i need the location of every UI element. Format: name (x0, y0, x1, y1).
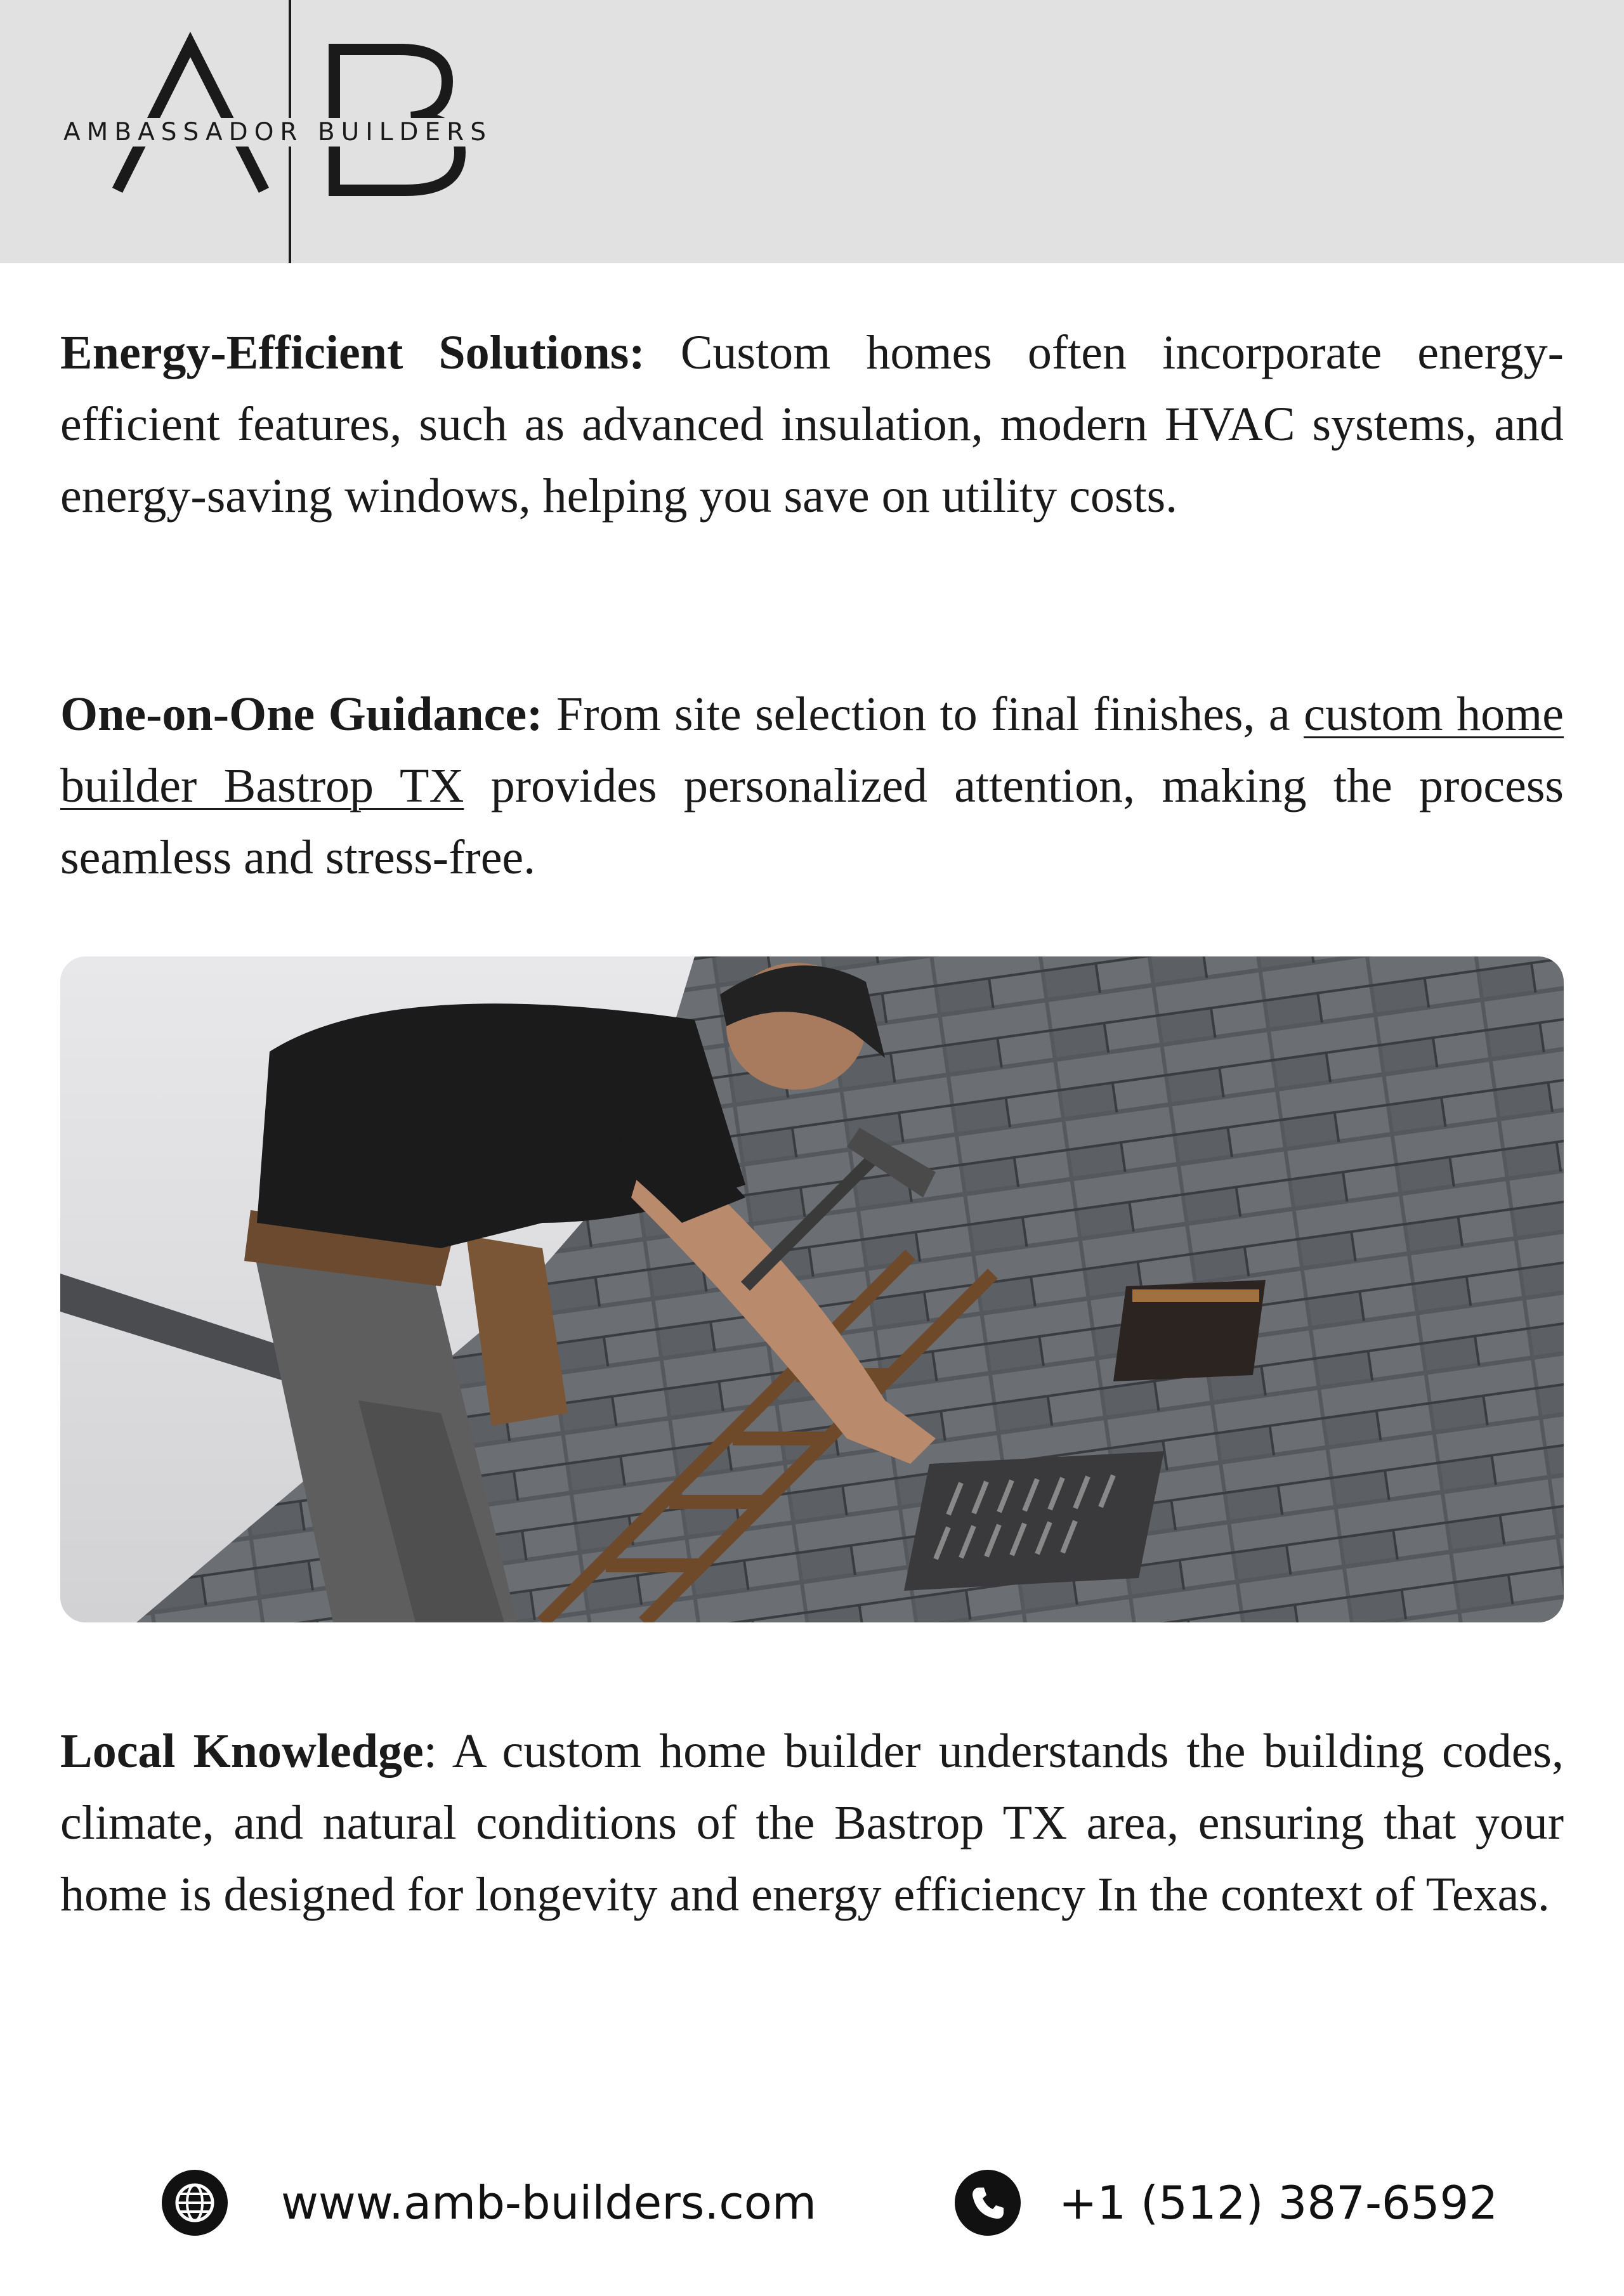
footer-website[interactable] (162, 2168, 816, 2238)
logo-wordmark: AMBASSADOR BUILDERS (58, 118, 497, 147)
phone-number[interactable]: +1 (512) 387-6592 (1059, 2176, 1498, 2229)
roofer-photo (60, 956, 1564, 1622)
roof-vent (904, 1451, 1164, 1591)
section-local-knowledge (60, 1716, 1564, 1931)
section-heading: Energy-Efficient Solutions: (60, 326, 645, 379)
ambassador-builders-logo[interactable] (0, 0, 571, 263)
section-guidance (60, 679, 1564, 894)
section-text: Custom homes often incorporate energy-efficient features, such as advanced insulation, modern HVAC systems, and energy-saving windows, helping you save on utility costs. (60, 326, 1564, 523)
section-text: : A custom home builder understands the building codes, climate, and natural conditions of the Bastrop TX area, ensuring that your home is designed for longevity and energy efficiency In the context of Texas. (60, 1725, 1564, 1921)
header-band (0, 0, 1624, 263)
section-text: From site selection to final finishes, a (542, 688, 1304, 741)
phone-icon (955, 2170, 1021, 2236)
roofer-illustration (60, 956, 1564, 1622)
section-heading: Local Knowledge (60, 1725, 424, 1778)
website-link[interactable]: www.amb-builders.com (281, 2176, 816, 2229)
footer-phone[interactable] (955, 2168, 1498, 2238)
section-energy-efficient (60, 317, 1564, 532)
custom-home-builder-link[interactable]: custom home builder Bastrop TX (60, 688, 1564, 812)
section-text: provides personalized attention, making the process seamless and stress-free. (60, 759, 1564, 884)
globe-icon (162, 2170, 228, 2236)
section-heading: One-on-One Guidance: (60, 688, 543, 741)
